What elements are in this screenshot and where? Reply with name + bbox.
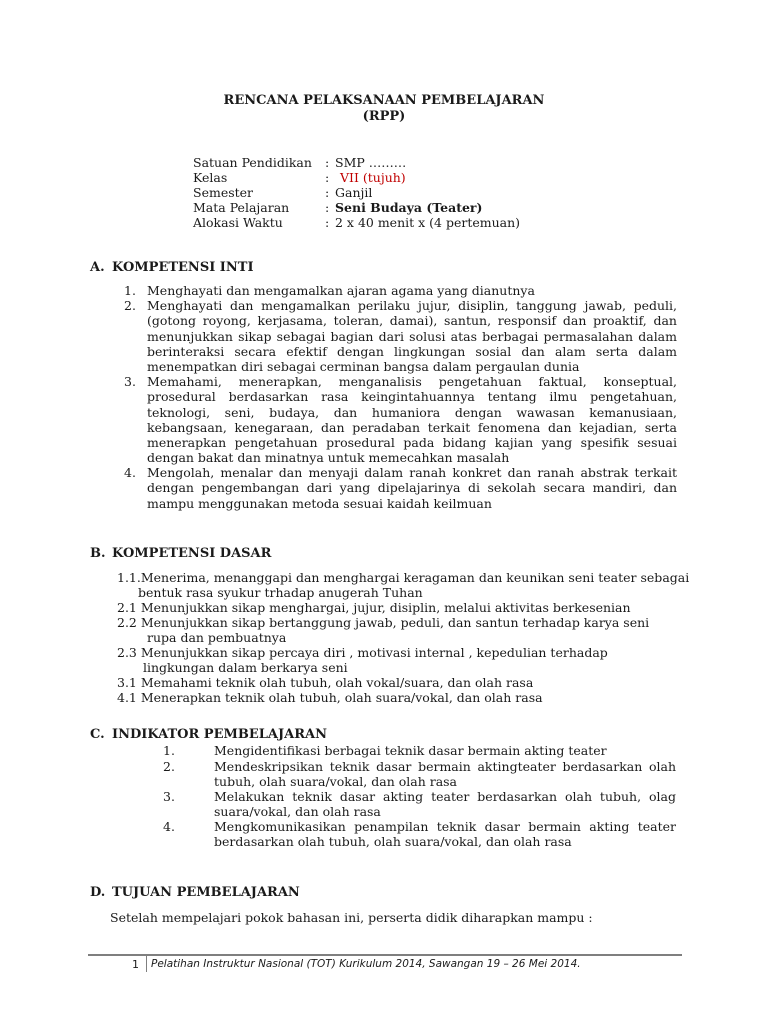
kd-item-line: 2.3 Menunjukkan sikap percaya diri , motivasi internal , kepedulian terhadap xyxy=(117,645,608,660)
list-item: Menghayati dan mengamalkan perilaku jujur, disiplin, tanggung jawab, peduli, (gotong royong, kerjasama, toleran, damai), santun, responsif dan proaktif, dan menunjukkan sikap sebagai bagian dari solusi atas berbagai permasalahan dalam berinteraksi secara efektif dengan lingkungan sosial dan alam serta dalam menempatkan diri sebagai cerminan bangsa dalam pergaulan dunia xyxy=(147,298,677,375)
section-heading-c xyxy=(90,727,327,742)
identity-value: 2 x 40 menit x (4 pertemuan) xyxy=(335,215,521,230)
page-number: 1 xyxy=(132,958,139,971)
list-number: 2. xyxy=(163,759,175,774)
kd-item-line: 2.2 Menunjukkan sikap bertanggung jawab, peduli, dan santun terhadap karya seni xyxy=(117,615,650,630)
section-title: INDIKATOR PEMBELAJARAN xyxy=(112,727,328,742)
list-number: 4. xyxy=(163,819,175,834)
kd-item-line: rupa dan pembuatnya xyxy=(147,630,287,645)
footer-divider xyxy=(88,954,682,956)
identity-separator: : xyxy=(325,185,330,200)
identity-label: Satuan Pendidikan xyxy=(193,155,312,170)
section-title: KOMPETENSI DASAR xyxy=(112,546,272,561)
list-number: 1. xyxy=(124,283,136,298)
identity-label: Kelas xyxy=(193,170,228,185)
section-heading-d xyxy=(90,885,300,900)
list-number: 2. xyxy=(124,298,136,313)
list-item: Mengkomunikasikan penampilan teknik dasar bermain akting teater berdasarkan olah tubuh, olah suara/vokal, dan olah rasa xyxy=(214,819,676,850)
list-number: 1. xyxy=(163,743,175,758)
identity-value: Seni Budaya (Teater) xyxy=(335,200,483,215)
document-title: RENCANA PELAKSANAAN PEMBELAJARAN xyxy=(223,93,545,108)
list-number: 3. xyxy=(124,374,136,389)
list-number: 3. xyxy=(163,789,175,804)
identity-separator: : xyxy=(325,200,330,215)
document-subtitle: (RPP) xyxy=(362,109,406,124)
section-label: A. xyxy=(90,260,105,275)
list-item: Mendeskripsikan teknik dasar bermain aktingteater berdasarkan olah tubuh, olah suara/vokal, dan olah rasa xyxy=(214,759,676,790)
footer-text: Pelatihan Instruktur Nasional (TOT) Kurikulum 2014, Sawangan 19 – 26 Mei 2014. xyxy=(151,958,581,970)
identity-value: SMP ……… xyxy=(335,155,407,170)
identity-separator: : xyxy=(325,215,330,230)
kd-item-line: 3.1 Memahami teknik olah tubuh, olah vokal/suara, dan olah rasa xyxy=(117,675,534,690)
kd-item-line: 1.1.Menerima, menanggapi dan menghargai keragaman dan keunikan seni teater sebagai xyxy=(117,570,690,585)
kd-item-line: bentuk rasa syukur trhadap anugerah Tuhan xyxy=(138,585,423,600)
list-item: Menghayati dan mengamalkan ajaran agama yang dianutnya xyxy=(147,283,535,298)
list-item: Mengidentifikasi berbagai teknik dasar bermain akting teater xyxy=(214,743,607,758)
list-number: 4. xyxy=(124,465,136,480)
kd-item-line: lingkungan dalam berkarya seni xyxy=(143,660,348,675)
identity-label: Alokasi Waktu xyxy=(193,215,283,230)
identity-label: Semester xyxy=(193,185,254,200)
section-label: D. xyxy=(90,885,106,900)
identity-separator: : xyxy=(325,155,330,170)
section-title: TUJUAN PEMBELAJARAN xyxy=(112,885,300,900)
section-intro: Setelah mempelajari pokok bahasan ini, perserta didik diharapkan mampu : xyxy=(110,910,593,925)
section-label: B. xyxy=(90,546,106,561)
identity-separator: : xyxy=(325,170,330,185)
identity-label: Mata Pelajaran xyxy=(193,200,290,215)
section-title: KOMPETENSI INTI xyxy=(112,260,254,275)
list-item: Memahami, menerapkan, menganalisis pengetahuan faktual, konseptual, prosedural berdasarkan rasa keingintahuannya tentang ilmu pengetahuan, teknologi, seni, budaya, dan humaniora dengan wawasan kemanusiaan, kebangsaan, kenegaraan, dan peradaban terkait fenomena dan kejadian, serta menerapkan pengetahuan prosedural pada bidang kajian yang spesifik sesuai dengan bakat dan minatnya untuk memecahkan masalah xyxy=(147,374,677,466)
list-item: Mengolah, menalar dan menyaji dalam ranah konkret dan ranah abstrak terkait dengan pengembangan dari yang dipelajarinya di sekolah secara mandiri, dan mampu menggunakan metoda sesuai kaidah keilmuan xyxy=(147,465,677,511)
section-heading-b xyxy=(90,546,271,561)
identity-value: Ganjil xyxy=(335,185,373,200)
list-item: Melakukan teknik dasar akting teater berdasarkan olah tubuh, olag suara/vokal, dan olah rasa xyxy=(214,789,676,820)
kd-item-line: 2.1 Menunjukkan sikap menghargai, jujur, disiplin, melalui aktivitas berkesenian xyxy=(117,600,631,615)
footer-separator xyxy=(146,956,147,972)
section-label: C. xyxy=(90,727,105,742)
section-heading-a xyxy=(90,260,254,275)
identity-value: VII (tujuh) xyxy=(340,170,406,185)
kd-item-line: 4.1 Menerapkan teknik olah tubuh, olah suara/vokal, dan olah rasa xyxy=(117,690,543,705)
